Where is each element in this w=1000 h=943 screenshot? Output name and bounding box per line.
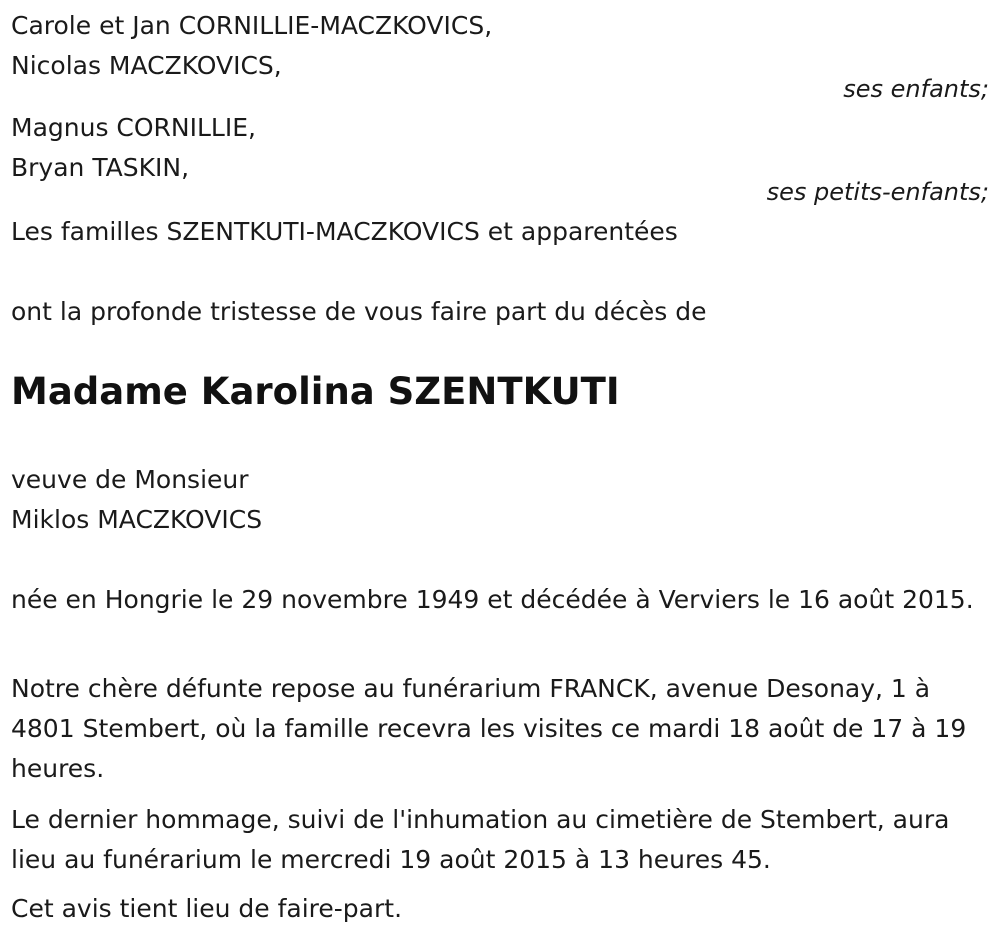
- families-line: Les familles SZENTKUTI-MACZKOVICS et apparentées: [11, 217, 678, 246]
- closing-sentence: Cet avis tient lieu de faire-part.: [11, 894, 403, 923]
- grandchildren-list: [11, 108, 991, 188]
- widow-of-line: veuve de Monsieur: [11, 465, 249, 494]
- intro-sentence: ont la profonde tristesse de vous faire part du décès de: [11, 297, 707, 326]
- children-role-label: [11, 74, 991, 104]
- grandchild-name-line: Magnus CORNILLIE,: [11, 113, 256, 142]
- birth-death-paragraph: née en Hongrie le 29 novembre 1949 et décédée à Verviers le 16 août 2015.: [11, 585, 974, 614]
- grandchild-name-line: Bryan TASKIN,: [11, 153, 190, 182]
- deceased-name: Madame Karolina SZENTKUTI: [11, 370, 620, 413]
- widow-of-line: Miklos MACZKOVICS: [11, 505, 263, 534]
- widow-of-block: [11, 460, 262, 540]
- repose-paragraph: Notre chère défunte repose au funérarium FRANCK, avenue Desonay, 1 à 4801 Stembert, où la famille recevra les visites ce mardi 18 août de 17 à 19 heures.: [11, 674, 967, 783]
- child-name-line: Carole et Jan CORNILLIE-MACZKOVICS,: [11, 11, 493, 40]
- child-name-line: Nicolas MACZKOVICS,: [11, 51, 282, 80]
- grandchildren-role-text: ses petits-enfants;: [766, 178, 989, 206]
- children-role-text: ses enfants;: [843, 75, 989, 103]
- funeral-paragraph: Le dernier hommage, suivi de l'inhumation au cimetière de Stembert, aura lieu au funérarium le mercredi 19 août 2015 à 13 heures 45.: [11, 805, 950, 874]
- grandchildren-role-label: [11, 177, 991, 207]
